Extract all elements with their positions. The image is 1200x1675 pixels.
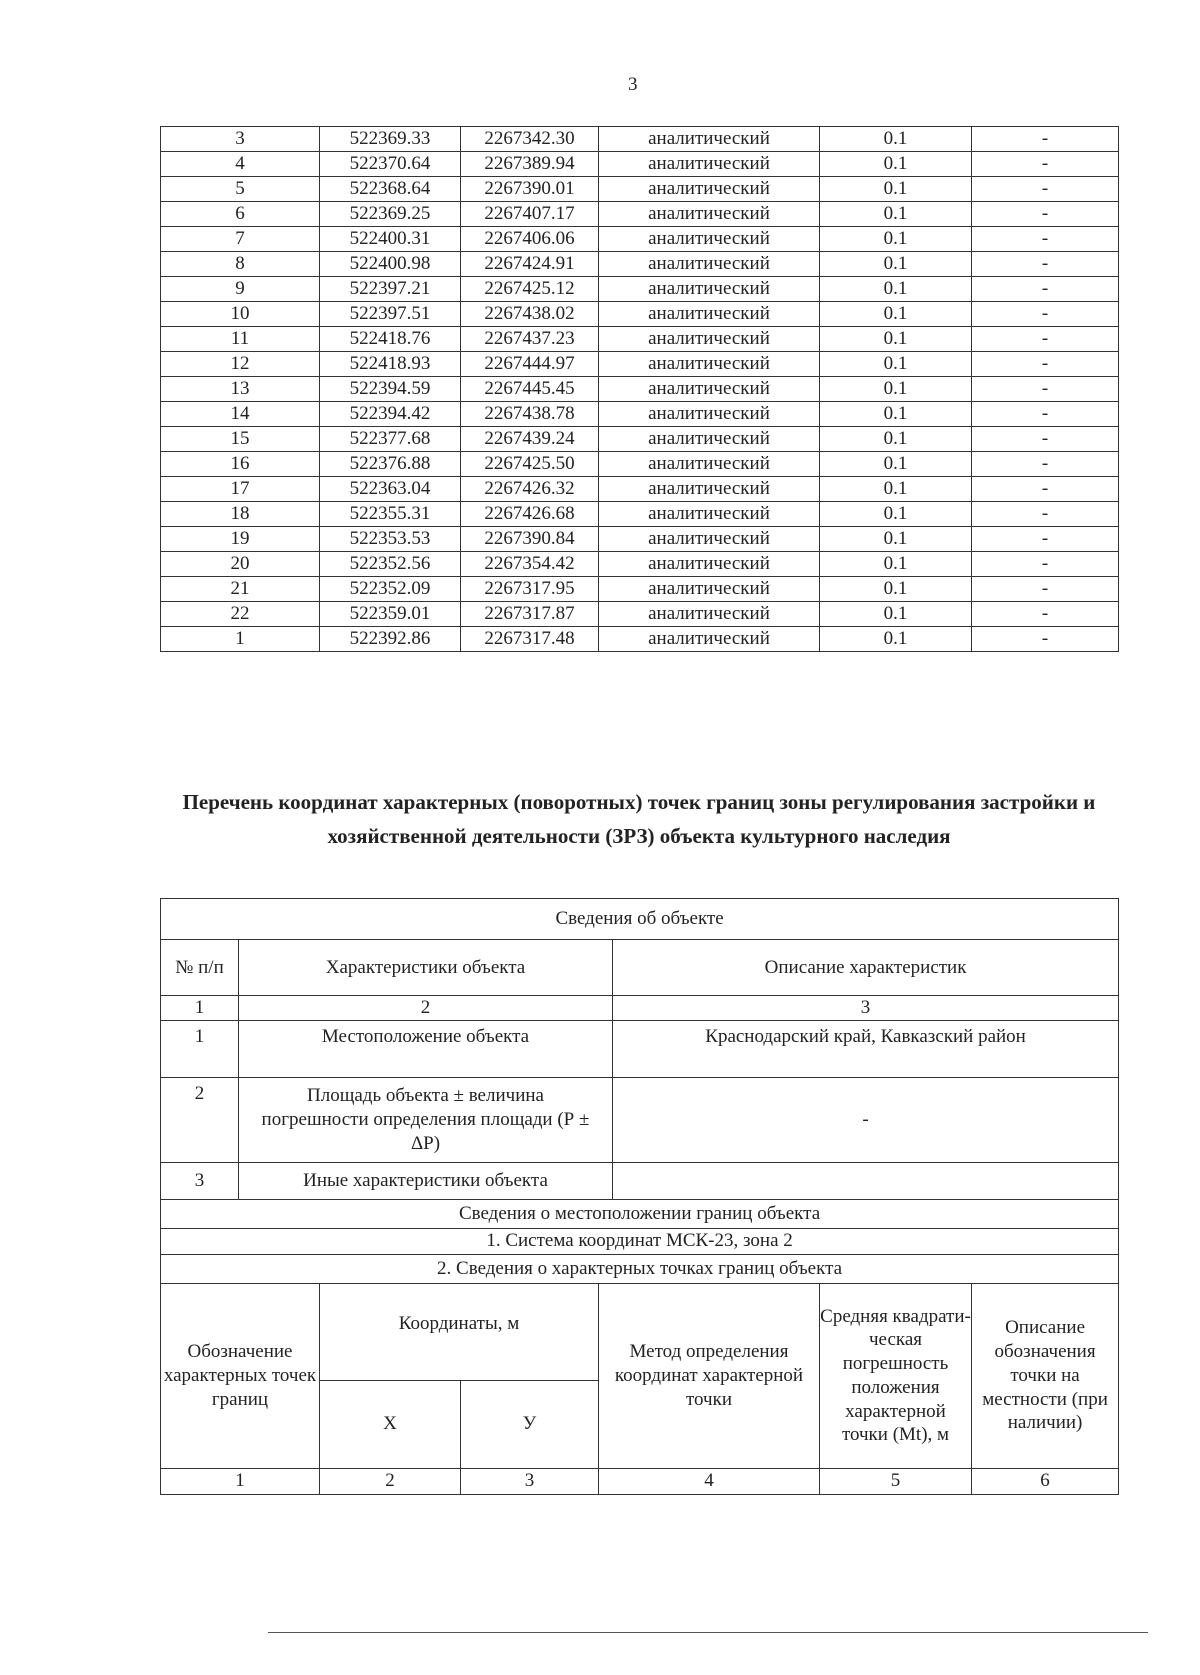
header-coordinates: Координаты, м xyxy=(320,1283,599,1380)
error: 0.1 xyxy=(820,252,972,277)
description: - xyxy=(972,327,1119,352)
coord-x: 522377.68 xyxy=(320,427,461,452)
coord-y: 2267425.12 xyxy=(461,277,599,302)
coord-y: 2267317.48 xyxy=(461,627,599,652)
description: - xyxy=(972,577,1119,602)
coord-x: 522352.09 xyxy=(320,577,461,602)
row-characteristic: Площадь объекта ± величина погрешности определения площади (Р ± ΔР) xyxy=(239,1077,613,1162)
description: - xyxy=(972,302,1119,327)
point-number: 22 xyxy=(161,602,320,627)
table-row xyxy=(161,127,1119,152)
coord-x: 522363.04 xyxy=(320,477,461,502)
points-num-5: 5 xyxy=(820,1468,972,1494)
method: аналитический xyxy=(599,502,820,527)
points-num-3: 3 xyxy=(461,1468,599,1494)
point-number: 1 xyxy=(161,627,320,652)
table-row xyxy=(161,452,1119,477)
description: - xyxy=(972,377,1119,402)
point-number: 12 xyxy=(161,352,320,377)
description: - xyxy=(972,227,1119,252)
header-num-3: 3 xyxy=(613,996,1119,1021)
method: аналитический xyxy=(599,252,820,277)
coord-x: 522359.01 xyxy=(320,602,461,627)
coord-y: 2267407.17 xyxy=(461,202,599,227)
points-table-continued xyxy=(160,126,1119,652)
table-row xyxy=(161,502,1119,527)
coord-x: 522418.93 xyxy=(320,352,461,377)
error: 0.1 xyxy=(820,202,972,227)
table-row xyxy=(161,427,1119,452)
error: 0.1 xyxy=(820,577,972,602)
table-row xyxy=(161,252,1119,277)
method: аналитический xyxy=(599,552,820,577)
method: аналитический xyxy=(599,302,820,327)
table-row xyxy=(161,527,1119,552)
description: - xyxy=(972,552,1119,577)
row-number: 2 xyxy=(161,1077,239,1162)
row-characteristic: Иные характеристики объекта xyxy=(239,1162,613,1199)
coord-x: 522418.76 xyxy=(320,327,461,352)
point-number: 7 xyxy=(161,227,320,252)
table-row xyxy=(161,602,1119,627)
description: - xyxy=(972,627,1119,652)
header-x: Х xyxy=(320,1380,461,1468)
footer-divider xyxy=(268,1632,1148,1633)
table-row xyxy=(161,177,1119,202)
error: 0.1 xyxy=(820,552,972,577)
table-row xyxy=(161,1077,1119,1162)
error: 0.1 xyxy=(820,227,972,252)
error: 0.1 xyxy=(820,277,972,302)
coord-x: 522352.56 xyxy=(320,552,461,577)
points-num-2: 2 xyxy=(320,1468,461,1494)
error: 0.1 xyxy=(820,327,972,352)
row-number: 3 xyxy=(161,1162,239,1199)
header-error: Средняя квадрати-ческая погрешность положения характерной точки (Mt), м xyxy=(820,1283,972,1468)
coord-x: 522353.53 xyxy=(320,527,461,552)
coord-y: 2267317.95 xyxy=(461,577,599,602)
header-method: Метод определения координат характерной точки xyxy=(599,1283,820,1468)
points-num-6: 6 xyxy=(972,1468,1119,1494)
error: 0.1 xyxy=(820,177,972,202)
coord-x: 522368.64 xyxy=(320,177,461,202)
table-row xyxy=(161,327,1119,352)
coord-y: 2267390.01 xyxy=(461,177,599,202)
point-number: 18 xyxy=(161,502,320,527)
coord-y: 2267354.42 xyxy=(461,552,599,577)
header-num-1: 1 xyxy=(161,996,239,1021)
coord-y: 2267444.97 xyxy=(461,352,599,377)
table-row xyxy=(161,227,1119,252)
method: аналитический xyxy=(599,177,820,202)
method: аналитический xyxy=(599,227,820,252)
row-number: 1 xyxy=(161,1020,239,1077)
method: аналитический xyxy=(599,202,820,227)
coord-x: 522400.98 xyxy=(320,252,461,277)
coord-y: 2267406.06 xyxy=(461,227,599,252)
point-number: 4 xyxy=(161,152,320,177)
coord-x: 522400.31 xyxy=(320,227,461,252)
table-row xyxy=(161,577,1119,602)
coord-y: 2267426.68 xyxy=(461,502,599,527)
error: 0.1 xyxy=(820,502,972,527)
description: - xyxy=(972,277,1119,302)
description: - xyxy=(972,452,1119,477)
coord-x: 522369.25 xyxy=(320,202,461,227)
error: 0.1 xyxy=(820,427,972,452)
error: 0.1 xyxy=(820,602,972,627)
table-row xyxy=(161,352,1119,377)
table-row xyxy=(161,552,1119,577)
error: 0.1 xyxy=(820,452,972,477)
error: 0.1 xyxy=(820,127,972,152)
header-number: № п/п xyxy=(161,940,239,996)
coord-y: 2267438.78 xyxy=(461,402,599,427)
table-row xyxy=(161,402,1119,427)
point-number: 14 xyxy=(161,402,320,427)
method: аналитический xyxy=(599,477,820,502)
table-row xyxy=(161,1020,1119,1077)
table-row xyxy=(161,1162,1119,1199)
point-number: 3 xyxy=(161,127,320,152)
method: аналитический xyxy=(599,452,820,477)
header-point-description: Описание обозначения точки на местности (при наличии) xyxy=(972,1283,1119,1468)
header-description: Описание характеристик xyxy=(613,940,1119,996)
error: 0.1 xyxy=(820,352,972,377)
method: аналитический xyxy=(599,577,820,602)
point-number: 5 xyxy=(161,177,320,202)
coord-x: 522370.64 xyxy=(320,152,461,177)
method: аналитический xyxy=(599,152,820,177)
coord-y: 2267317.87 xyxy=(461,602,599,627)
points-num-4: 4 xyxy=(599,1468,820,1494)
method: аналитический xyxy=(599,352,820,377)
coord-y: 2267445.45 xyxy=(461,377,599,402)
section-title: Перечень координат характерных (поворотных) точек границ зоны регулирования застройки и хозяйственной деятельности (ЗРЗ) объекта культурного наследия xyxy=(182,790,1096,848)
point-number: 10 xyxy=(161,302,320,327)
method: аналитический xyxy=(599,377,820,402)
coord-y: 2267342.30 xyxy=(461,127,599,152)
description: - xyxy=(972,202,1119,227)
table-row xyxy=(161,377,1119,402)
error: 0.1 xyxy=(820,377,972,402)
method: аналитический xyxy=(599,427,820,452)
object-info-table xyxy=(160,898,1119,1495)
method: аналитический xyxy=(599,327,820,352)
point-number: 17 xyxy=(161,477,320,502)
points-num-1: 1 xyxy=(161,1468,320,1494)
coord-x: 522397.21 xyxy=(320,277,461,302)
coord-x: 522369.33 xyxy=(320,127,461,152)
point-number: 16 xyxy=(161,452,320,477)
page-number: 3 xyxy=(628,74,638,95)
table-row xyxy=(161,477,1119,502)
caption-points: 2. Сведения о характерных точках границ объекта xyxy=(161,1254,1119,1283)
coord-y: 2267424.91 xyxy=(461,252,599,277)
point-number: 19 xyxy=(161,527,320,552)
error: 0.1 xyxy=(820,302,972,327)
table-row xyxy=(161,277,1119,302)
header-y: У xyxy=(461,1380,599,1468)
method: аналитический xyxy=(599,402,820,427)
description: - xyxy=(972,477,1119,502)
error: 0.1 xyxy=(820,402,972,427)
coord-y: 2267425.50 xyxy=(461,452,599,477)
description: - xyxy=(972,352,1119,377)
description: - xyxy=(972,152,1119,177)
coord-y: 2267390.84 xyxy=(461,527,599,552)
point-number: 20 xyxy=(161,552,320,577)
method: аналитический xyxy=(599,277,820,302)
coord-y: 2267389.94 xyxy=(461,152,599,177)
coord-y: 2267439.24 xyxy=(461,427,599,452)
caption-location: Сведения о местоположении границ объекта xyxy=(161,1199,1119,1228)
coord-x: 522397.51 xyxy=(320,302,461,327)
coord-x: 522355.31 xyxy=(320,502,461,527)
description: - xyxy=(972,602,1119,627)
description: - xyxy=(972,427,1119,452)
coord-y: 2267426.32 xyxy=(461,477,599,502)
coord-x: 522376.88 xyxy=(320,452,461,477)
point-number: 8 xyxy=(161,252,320,277)
header-designation: Обозначение характерных точек границ xyxy=(161,1283,320,1468)
coord-y: 2267437.23 xyxy=(461,327,599,352)
coord-x: 522394.59 xyxy=(320,377,461,402)
error: 0.1 xyxy=(820,627,972,652)
description: - xyxy=(972,502,1119,527)
error: 0.1 xyxy=(820,527,972,552)
row-value xyxy=(613,1162,1119,1199)
point-number: 11 xyxy=(161,327,320,352)
coord-x: 522392.86 xyxy=(320,627,461,652)
table-row xyxy=(161,627,1119,652)
coord-y: 2267438.02 xyxy=(461,302,599,327)
table-row xyxy=(161,152,1119,177)
error: 0.1 xyxy=(820,152,972,177)
point-number: 13 xyxy=(161,377,320,402)
error: 0.1 xyxy=(820,477,972,502)
method: аналитический xyxy=(599,602,820,627)
row-characteristic: Местоположение объекта xyxy=(239,1020,613,1077)
description: - xyxy=(972,402,1119,427)
description: - xyxy=(972,177,1119,202)
point-number: 6 xyxy=(161,202,320,227)
description: - xyxy=(972,127,1119,152)
point-number: 9 xyxy=(161,277,320,302)
point-number: 21 xyxy=(161,577,320,602)
caption-object-info: Сведения об объекте xyxy=(161,899,1119,940)
coord-system: 1. Система координат МСК-23, зона 2 xyxy=(161,1228,1119,1254)
description: - xyxy=(972,527,1119,552)
point-number: 15 xyxy=(161,427,320,452)
header-num-2: 2 xyxy=(239,996,613,1021)
table-row xyxy=(161,302,1119,327)
coord-x: 522394.42 xyxy=(320,402,461,427)
header-characteristics: Характеристики объекта xyxy=(239,940,613,996)
method: аналитический xyxy=(599,527,820,552)
method: аналитический xyxy=(599,627,820,652)
row-value: Краснодарский край, Кавказский район xyxy=(613,1020,1119,1077)
row-value: - xyxy=(613,1077,1119,1162)
method: аналитический xyxy=(599,127,820,152)
table-row xyxy=(161,202,1119,227)
description: - xyxy=(972,252,1119,277)
